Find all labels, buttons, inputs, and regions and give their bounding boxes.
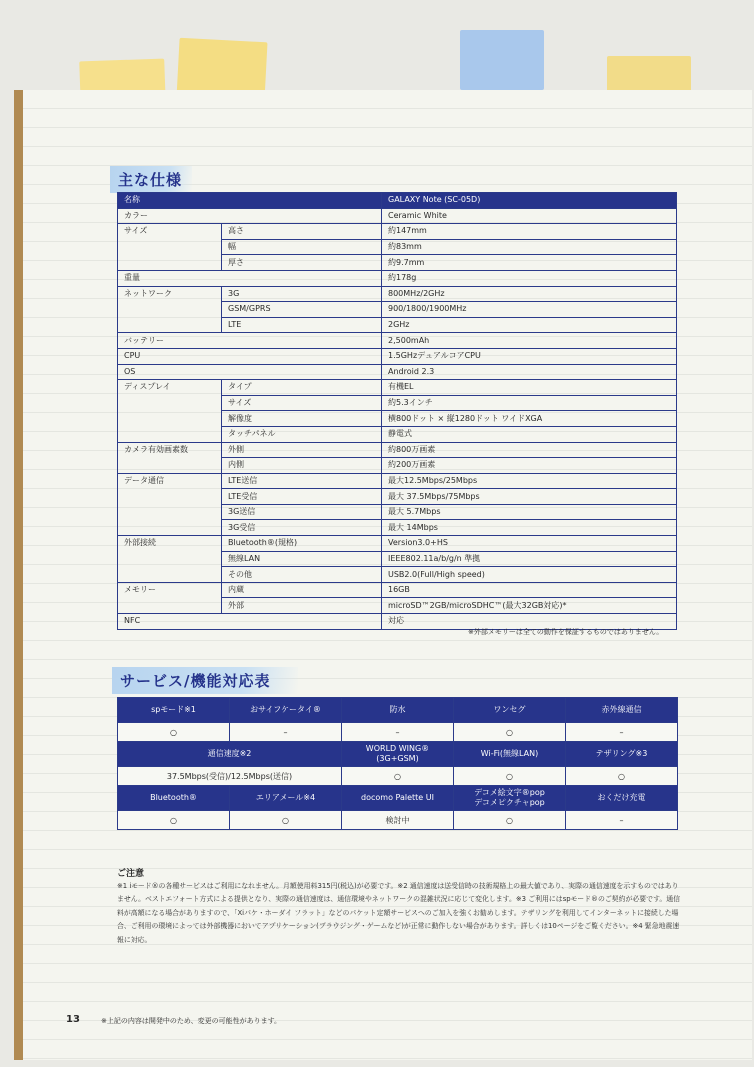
notes-title: ご注意 bbox=[117, 869, 145, 879]
spec-sublabel: LTE bbox=[222, 317, 382, 333]
service-value-row bbox=[118, 723, 678, 742]
service-support-cell bbox=[118, 811, 230, 830]
spec-value: 900/1800/1900MHz bbox=[382, 302, 677, 318]
service-cell-text: ○ bbox=[394, 771, 401, 781]
service-name-cell bbox=[342, 742, 454, 767]
specs-section-title: 主な仕様 bbox=[110, 166, 192, 193]
service-cell-text: おくだけ充電 bbox=[597, 793, 646, 802]
service-cell-text: デコメ絵文字®pop bbox=[474, 788, 545, 797]
spec-header-row bbox=[118, 193, 677, 209]
spec-label: カメラ有効画素数 bbox=[118, 442, 222, 473]
spec-header-label: 名称 bbox=[118, 193, 382, 209]
service-name-cell bbox=[230, 698, 342, 723]
spec-value: microSD™2GB/microSDHC™(最大32GB対応)* bbox=[382, 598, 677, 614]
spec-row bbox=[118, 286, 677, 302]
service-table bbox=[117, 697, 678, 830]
spec-sublabel: 3G受信 bbox=[222, 520, 382, 536]
service-cell-text: おサイフケータイ® bbox=[250, 705, 321, 714]
service-header-row bbox=[118, 742, 678, 767]
service-cell-text: WORLD WING® bbox=[365, 744, 430, 753]
service-cell-text: Bluetooth® bbox=[150, 793, 197, 802]
spec-label: NFC bbox=[118, 614, 382, 630]
service-support-cell bbox=[566, 811, 678, 830]
service-support-cell bbox=[454, 723, 566, 742]
spec-label: サイズ bbox=[118, 224, 222, 271]
spec-label: CPU bbox=[118, 348, 382, 364]
service-support-cell bbox=[454, 767, 566, 786]
spec-label: ネットワーク bbox=[118, 286, 222, 333]
page-number: 13 bbox=[66, 1014, 80, 1025]
service-support-cell bbox=[230, 723, 342, 742]
development-note: ※上記の内容は開発中のため、変更の可能性があります。 bbox=[101, 1017, 282, 1025]
service-cell-text: – bbox=[619, 815, 624, 825]
spec-value: 最大 5.7Mbps bbox=[382, 504, 677, 520]
spec-sublabel: 解像度 bbox=[222, 411, 382, 427]
service-support-cell bbox=[566, 723, 678, 742]
service-cell-text: 37.5Mbps(受信)/12.5Mbps(送信) bbox=[166, 771, 293, 781]
spec-value: Ceramic White bbox=[382, 208, 677, 224]
spec-row bbox=[118, 270, 677, 286]
spec-row bbox=[118, 208, 677, 224]
spec-row bbox=[118, 380, 677, 396]
service-name-cell bbox=[118, 698, 230, 723]
spec-header-value: GALAXY Note (SC-05D) bbox=[382, 193, 677, 209]
service-header-row bbox=[118, 698, 678, 723]
service-cell-text: 防水 bbox=[389, 705, 406, 714]
service-name-cell bbox=[454, 742, 566, 767]
services-section-title: サービス/機能対応表 bbox=[112, 667, 298, 694]
service-support-cell bbox=[566, 767, 678, 786]
spec-sublabel: 内蔵 bbox=[222, 582, 382, 598]
spec-value: IEEE802.11a/b/g/n 準拠 bbox=[382, 551, 677, 567]
spec-row bbox=[118, 348, 677, 364]
spec-sublabel: サイズ bbox=[222, 395, 382, 411]
spec-value: 横800ドット × 縦1280ドット ワイドXGA bbox=[382, 411, 677, 427]
service-name-cell bbox=[566, 786, 678, 811]
service-header-row bbox=[118, 786, 678, 811]
spec-row bbox=[118, 473, 677, 489]
service-cell-text: ○ bbox=[282, 815, 289, 825]
spec-label: カラー bbox=[118, 208, 382, 224]
service-cell-text: – bbox=[619, 727, 624, 737]
spec-value: 対応 bbox=[382, 614, 677, 630]
service-name-cell bbox=[342, 698, 454, 723]
spec-label: 重量 bbox=[118, 270, 382, 286]
spec-sublabel: 幅 bbox=[222, 239, 382, 255]
service-name-cell bbox=[454, 698, 566, 723]
spec-sublabel: 高さ bbox=[222, 224, 382, 240]
spec-label: メモリー bbox=[118, 582, 222, 613]
spec-value: 2GHz bbox=[382, 317, 677, 333]
spec-row bbox=[118, 364, 677, 380]
spec-value: 最大 14Mbps bbox=[382, 520, 677, 536]
sticky-tab-blue bbox=[460, 30, 544, 90]
service-cell-text: ○ bbox=[618, 771, 625, 781]
service-cell-text: 検討中 bbox=[385, 815, 410, 825]
service-cell-text: 赤外線通信 bbox=[601, 705, 642, 714]
spec-value: 1.5GHzデュアルコアCPU bbox=[382, 348, 677, 364]
spec-row bbox=[118, 582, 677, 598]
spec-sublabel: 無線LAN bbox=[222, 551, 382, 567]
spec-sublabel: GSM/GPRS bbox=[222, 302, 382, 318]
service-cell-text: ワンセグ bbox=[493, 705, 526, 714]
service-support-cell bbox=[342, 811, 454, 830]
service-cell-text: docomo Palette UI bbox=[361, 793, 434, 802]
spec-sublabel: 3G送信 bbox=[222, 504, 382, 520]
service-support-cell bbox=[118, 767, 342, 786]
service-cell-text: ○ bbox=[506, 727, 513, 737]
service-name-cell bbox=[342, 786, 454, 811]
spec-value: 最大12.5Mbps/25Mbps bbox=[382, 473, 677, 489]
service-cell-text: – bbox=[395, 727, 400, 737]
service-cell-text: ○ bbox=[170, 815, 177, 825]
spec-value: 静電式 bbox=[382, 426, 677, 442]
service-support-cell bbox=[118, 723, 230, 742]
service-cell-text: – bbox=[283, 727, 288, 737]
spec-label: ディスプレイ bbox=[118, 380, 222, 442]
service-cell-text: テザリング※3 bbox=[595, 749, 648, 758]
spec-sublabel: その他 bbox=[222, 567, 382, 583]
spec-sublabel: 外側 bbox=[222, 442, 382, 458]
service-cell-text: Wi-Fi(無線LAN) bbox=[480, 749, 539, 758]
spec-label: バッテリー bbox=[118, 333, 382, 349]
service-name-cell bbox=[454, 786, 566, 811]
spec-value: 約200万画素 bbox=[382, 458, 677, 474]
spec-value: 約9.7mm bbox=[382, 255, 677, 271]
spec-sublabel: LTE送信 bbox=[222, 473, 382, 489]
service-cell-text: spモード※1 bbox=[151, 705, 196, 714]
memory-footnote: ※外部メモリーは全ての動作を保証するものではありません。 bbox=[468, 628, 664, 636]
service-cell-text: ○ bbox=[506, 771, 513, 781]
spec-sublabel: 厚さ bbox=[222, 255, 382, 271]
spec-value: 約800万画素 bbox=[382, 442, 677, 458]
spec-sublabel: LTE受信 bbox=[222, 489, 382, 505]
spec-value: 16GB bbox=[382, 582, 677, 598]
spec-label: 外部接続 bbox=[118, 536, 222, 583]
service-support-cell bbox=[230, 811, 342, 830]
service-value-row bbox=[118, 767, 678, 786]
spec-value: Version3.0+HS bbox=[382, 536, 677, 552]
service-name-cell bbox=[118, 742, 342, 767]
service-support-cell bbox=[454, 811, 566, 830]
spec-label: OS bbox=[118, 364, 382, 380]
spec-row bbox=[118, 536, 677, 552]
service-value-row bbox=[118, 811, 678, 830]
spec-value: 約178g bbox=[382, 270, 677, 286]
service-cell-text: ○ bbox=[506, 815, 513, 825]
notes-text: ※1 iモード®の各種サービスはご利用になれません。月額使用料315円(税込)が必要です。※2 通信速度は送受信時の技術規格上の最大値であり、実際の通信速度を示すものではありません。ベストエフォート方式による提供となり、実際の通信速度は、通信環境やネットワークの混雑状況に応じて変化します。※3 ご利用にはspモード®のご契約が必要です。通信料が高額になる場合がありますので、「Xiパケ・ホーダイ フラット」などのパケット定額サービスへのご加入を強くお勧めします。テザリングを利用してインターネットに接続した場合、ご利用の環境によっては外部機器においてアプリケーション(ブラウジング・ゲームなど)が正常に動作しない場合があります。詳しくは10ページをご覧ください。※4 緊急地震速報に対応。 bbox=[117, 882, 681, 944]
spec-row bbox=[118, 333, 677, 349]
service-support-cell bbox=[342, 723, 454, 742]
spec-value: 2,500mAh bbox=[382, 333, 677, 349]
service-cell-text-line2: デコメピクチャpop bbox=[474, 798, 545, 807]
spec-sublabel: タッチパネル bbox=[222, 426, 382, 442]
spec-value: Android 2.3 bbox=[382, 364, 677, 380]
spec-sublabel: タイプ bbox=[222, 380, 382, 396]
spec-value: 約147mm bbox=[382, 224, 677, 240]
spec-value: 約83mm bbox=[382, 239, 677, 255]
service-cell-text: エリアメール※4 bbox=[255, 793, 316, 802]
spec-sublabel: Bluetooth®(規格) bbox=[222, 536, 382, 552]
spec-label: データ通信 bbox=[118, 473, 222, 535]
spec-sublabel: 3G bbox=[222, 286, 382, 302]
spec-value: 約5.3インチ bbox=[382, 395, 677, 411]
service-cell-text-line2: (3G+GSM) bbox=[376, 754, 419, 763]
service-cell-text: 通信速度※2 bbox=[207, 749, 252, 758]
spec-value: USB2.0(Full/High speed) bbox=[382, 567, 677, 583]
service-name-cell bbox=[566, 698, 678, 723]
service-cell-text: ○ bbox=[170, 727, 177, 737]
spec-row bbox=[118, 224, 677, 240]
service-support-cell bbox=[342, 767, 454, 786]
spec-sublabel: 外部 bbox=[222, 598, 382, 614]
spec-sublabel: 内側 bbox=[222, 458, 382, 474]
spec-row bbox=[118, 442, 677, 458]
service-name-cell bbox=[230, 786, 342, 811]
service-name-cell bbox=[118, 786, 230, 811]
spec-value: 800MHz/2GHz bbox=[382, 286, 677, 302]
spec-value: 最大 37.5Mbps/75Mbps bbox=[382, 489, 677, 505]
spec-table bbox=[117, 192, 677, 630]
spec-value: 有機EL bbox=[382, 380, 677, 396]
service-name-cell bbox=[566, 742, 678, 767]
